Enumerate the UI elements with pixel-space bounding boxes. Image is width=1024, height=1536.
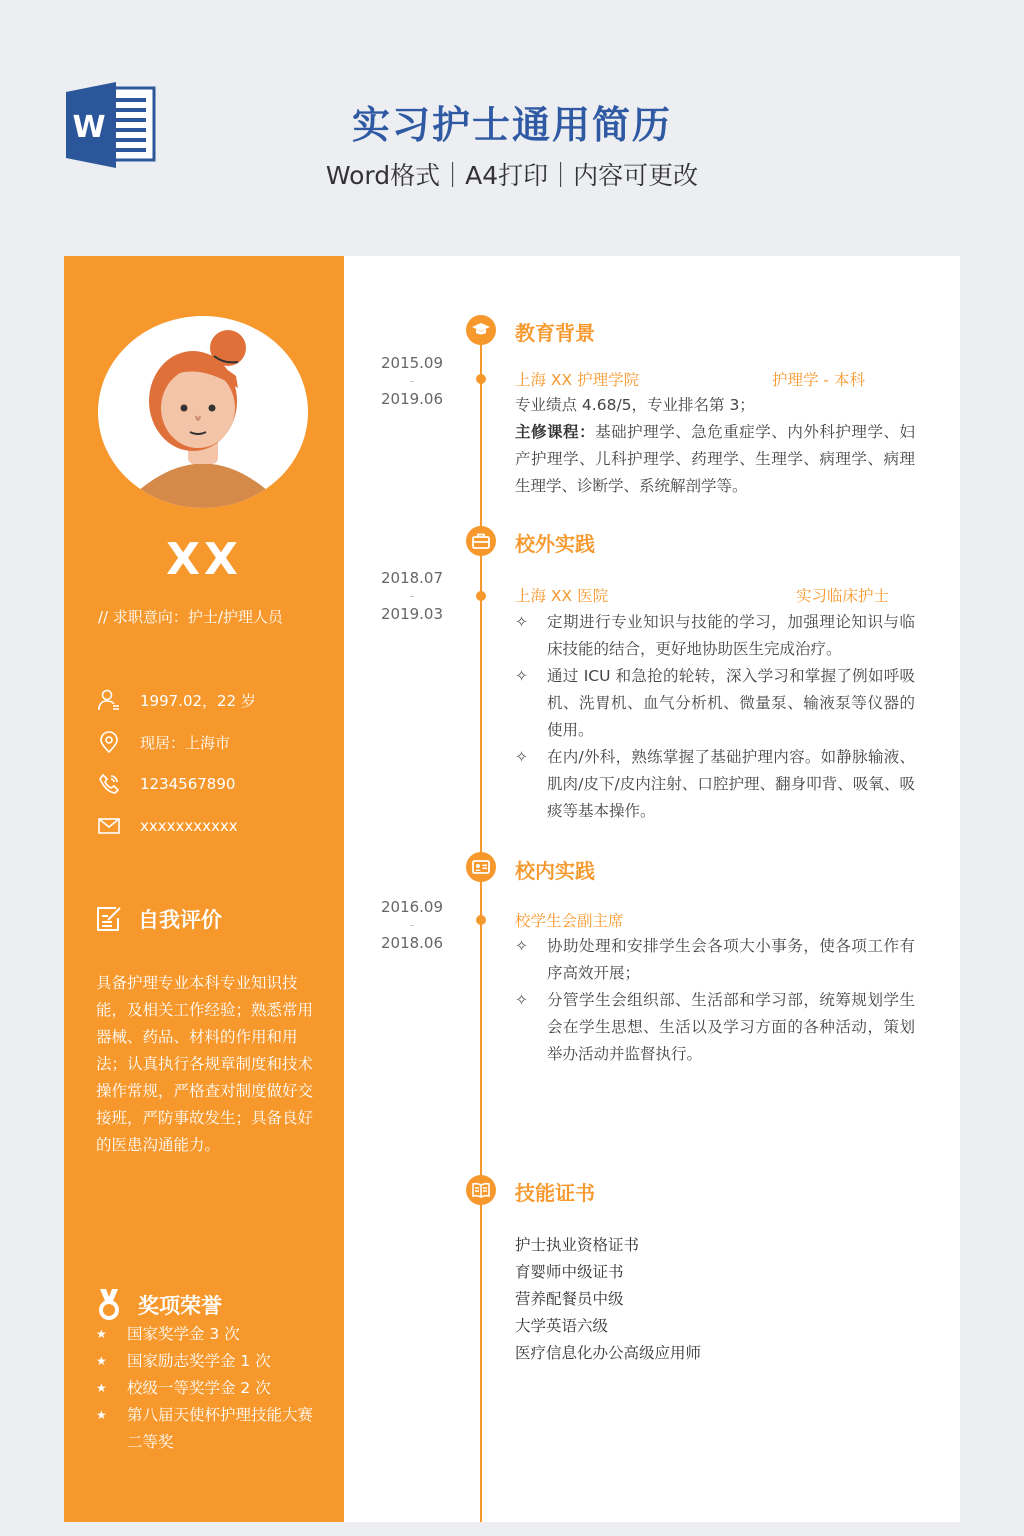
course-list: 基础护理学、急危重症学、内外科护理学、妇产护理学、儿科护理学、药理学、生理学、病理学、病理生理学、诊断学、系统解剖学等。	[515, 423, 915, 495]
info-birth	[98, 687, 256, 713]
list-item-text: 在内/外科，熟练掌握了基础护理内容。如静脉输液、肌肉/皮下/皮内注射、口腔护理、翻身叩背、吸氧、吸痰等基本操作。	[547, 748, 915, 820]
list-item: 育婴师中级证书	[515, 1263, 624, 1281]
date-separator: -	[409, 374, 415, 388]
star-icon: ★	[96, 1354, 107, 1368]
practice-out-title: 校外实践	[515, 532, 595, 556]
list-item-text: 协助处理和安排学生会各项大小事务，使各项工作有序高效开展；	[547, 937, 915, 982]
timeline-line	[480, 328, 482, 1522]
awards-list	[96, 1321, 326, 1456]
medal-icon	[94, 1290, 124, 1320]
list-item	[96, 1402, 326, 1456]
course-label: 主修课程：	[515, 423, 596, 441]
list-item	[515, 933, 915, 987]
self-eval-heading	[94, 904, 222, 934]
date-end: 2019.06	[380, 390, 444, 408]
mail-icon	[98, 815, 120, 837]
info-birth-text: 1997.02，22 岁	[140, 691, 256, 710]
date-start: 2015.09	[380, 354, 444, 372]
list-item: 大学英语六级	[515, 1317, 609, 1335]
list-item	[96, 1375, 326, 1402]
list-item	[515, 744, 915, 825]
education-title: 教育背景	[515, 321, 595, 345]
education-date	[364, 354, 460, 408]
education-major: 护理学 - 本科	[772, 371, 865, 389]
page-title: 实习护士通用简历	[351, 103, 672, 147]
list-item	[96, 1348, 326, 1375]
edit-icon	[94, 904, 124, 934]
timeline-dot	[476, 915, 486, 925]
left-sidebar	[64, 256, 344, 1522]
person-icon	[98, 689, 120, 711]
resume-card	[64, 256, 960, 1522]
education-gpa: 专业绩点 4.68/5，专业排名第 3；	[515, 396, 755, 414]
list-item	[515, 609, 915, 663]
practice-out-list	[515, 609, 915, 825]
star-icon: ★	[96, 1408, 107, 1422]
book-icon	[466, 1175, 496, 1205]
practice-in-list	[515, 933, 915, 1068]
practice-in-position: 校学生会副主席	[515, 912, 624, 930]
list-item	[515, 663, 915, 744]
award-text: 第八届天使杯护理技能大赛二等奖	[127, 1406, 314, 1451]
practice-out-date	[364, 569, 460, 623]
info-phone	[98, 771, 235, 797]
candidate-name: XX	[166, 534, 242, 585]
list-item	[96, 1321, 326, 1348]
date-separator: -	[409, 918, 415, 932]
list-item: 营养配餐员中级	[515, 1290, 624, 1308]
award-text: 国家励志奖学金 1 次	[127, 1352, 271, 1370]
id-card-icon	[466, 852, 496, 882]
graduation-cap-icon	[466, 315, 496, 345]
self-eval-title: 自我评价	[138, 908, 222, 932]
info-mail	[98, 813, 238, 839]
word-logo-letter: W	[72, 110, 106, 145]
job-intent: // 求职意向：护士/护理人员	[98, 608, 283, 626]
date-end: 2018.06	[380, 934, 444, 952]
skills-title: 技能证书	[515, 1181, 595, 1205]
award-text: 国家奖学金 3 次	[127, 1325, 240, 1343]
skills-list	[515, 1232, 701, 1367]
education-courses	[515, 419, 915, 500]
date-separator: -	[409, 589, 415, 603]
briefcase-icon	[466, 526, 496, 556]
info-location	[98, 729, 230, 755]
timeline-dot	[476, 591, 486, 601]
practice-in-title: 校内实践	[515, 859, 595, 883]
phone-icon	[98, 773, 120, 795]
practice-out-role: 实习临床护士	[796, 587, 890, 605]
award-text: 校级一等奖学金 2 次	[127, 1379, 271, 1397]
location-icon	[98, 731, 120, 753]
diamond-bullet-icon: ✧	[515, 748, 528, 766]
diamond-bullet-icon: ✧	[515, 613, 528, 631]
awards-heading	[94, 1290, 222, 1320]
info-mail-text: xxxxxxxxxxx	[140, 817, 238, 835]
awards-title: 奖项荣誉	[138, 1294, 222, 1318]
timeline-dot	[476, 374, 486, 384]
list-item: 医疗信息化办公高级应用师	[515, 1344, 702, 1362]
diamond-bullet-icon: ✧	[515, 667, 528, 685]
star-icon: ★	[96, 1327, 107, 1341]
avatar	[98, 316, 308, 508]
info-phone-text: 1234567890	[140, 775, 236, 793]
list-item-text: 定期进行专业知识与技能的学习，加强理论知识与临床技能的结合，更好地协助医生完成治疗。	[547, 613, 915, 658]
list-item-text: 分管学生会组织部、生活部和学习部，统筹规划学生会在学生思想、生活以及学习方面的各种活动，策划举办活动并监督执行。	[547, 991, 915, 1063]
list-item: 护士执业资格证书	[515, 1236, 640, 1254]
self-eval-text: 具备护理专业本科专业知识技能，及相关工作经验；熟悉常用器械、药品、材料的作用和用法；认真执行各规章制度和技术操作常规，严格查对制度做好交接班，严防事故发生；具备良好的医患沟通能力。	[96, 974, 314, 1154]
date-start: 2016.09	[380, 898, 444, 916]
date-start: 2018.07	[380, 569, 444, 587]
page-subtitle: Word格式｜A4打印｜内容可更改	[325, 161, 699, 190]
diamond-bullet-icon: ✧	[515, 937, 528, 955]
education-school: 上海 XX 护理学院	[515, 371, 640, 389]
education-detail	[515, 392, 915, 500]
practice-out-hospital: 上海 XX 医院	[515, 587, 609, 605]
info-location-text: 现居：上海市	[140, 733, 231, 752]
list-item	[515, 987, 915, 1068]
practice-in-date	[364, 898, 460, 952]
diamond-bullet-icon: ✧	[515, 991, 528, 1009]
date-end: 2019.03	[380, 605, 444, 623]
list-item-text: 通过 ICU 和急抢的轮转，深入学习和掌握了例如呼吸机、洗胃机、血气分析机、微量泵、输液泵等仪器的使用。	[547, 667, 915, 739]
star-icon: ★	[96, 1381, 107, 1395]
